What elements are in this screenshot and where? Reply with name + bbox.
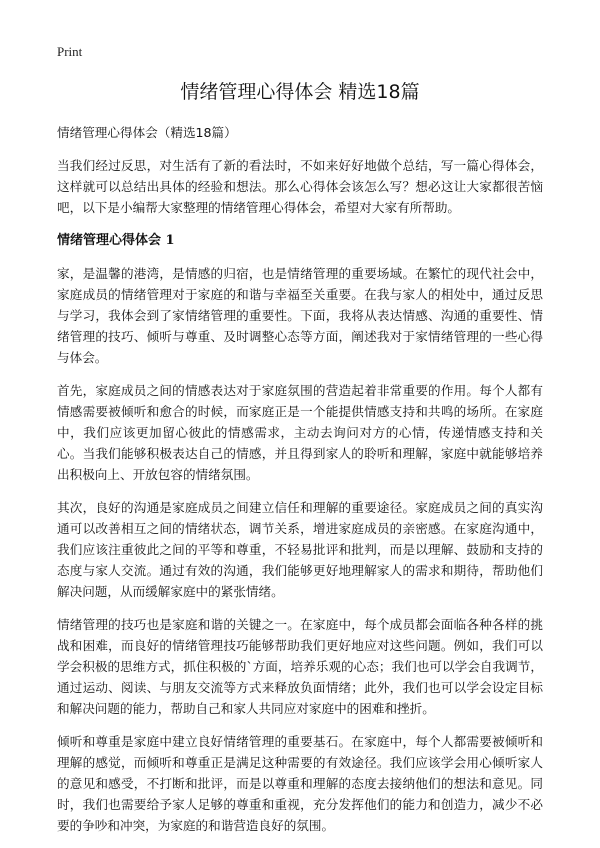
body-paragraph-4: 情绪管理的技巧也是家庭和谐的关键之一。在家庭中，每个成员都会面临各种各样的挑战和困难，而良好的情绪管理技巧能够帮助我们更好地应对这些问题。例如，我们可以学会积极的思维方式，抓住积极的`方面，培养乐观的心态；我们也可以学会自我调节，通过运动、阅读、与朋友交流等方式来释放负面情绪；此外，我们也可以学会设定目标和解决问题的能力，帮助自己和家人共同应对家庭中的困难和挫折。 (57, 617, 543, 716)
section-heading: 情绪管理心得体会 1 (57, 233, 175, 248)
body-paragraph-5: 倾听和尊重是家庭中建立良好情绪管理的重要基石。在家庭中，每个人都需要被倾听和理解的感觉，而倾听和尊重正是满足这种需要的有效途径。我们应该学会用心倾听家人的意见和感受，不打断和批评，而是以尊重和理解的态度去接纳他们的想法和意见。同时，我们也需要给予家人足够的尊重和重视，充分发挥他们的能力和创造力，减少不必要的争吵和冲突，为家庭的和谐营造良好的氛围。 (57, 734, 543, 833)
body-paragraph-3: 其次，良好的沟通是家庭成员之间建立信任和理解的重要途径。家庭成员之间的真实沟通可以改善相互之间的情绪状态，调节关系，增进家庭成员的亲密感。在家庭沟通中，我们应该注重彼此之间的平等和尊重，不轻易批评和批判，而是以理解、鼓励和支持的态度与家人交流。通过有效的沟通，我们能够更好地理解家人的需求和期待，帮助他们解决问题，从而缓解家庭中的紧张情绪。 (57, 500, 543, 599)
document-subtitle: 情绪管理心得体会（精选18篇） (57, 125, 237, 140)
page-title: 情绪管理心得体会 精选18篇 (180, 81, 420, 103)
intro-paragraph: 当我们经过反思，对生活有了新的看法时，不如来好好地做个总结，写一篇心得体会，这样就可以总结出具体的经验和想法。那么心得体会该怎么写？想必这让大家都很苦恼吧，以下是小编帮大家整理的情绪管理心得体会，希望对大家有所帮助。 (57, 158, 543, 215)
body-paragraph-2: 首先，家庭成员之间的情感表达对于家庭氛围的营造起着非常重要的作用。每个人都有情感需要被倾听和愈合的时候，而家庭正是一个能提供情感支持和共鸣的场所。在家庭中，我们应该更加留心彼此的情感需求，主动去询问对方的心情，传递情感支持和关心。当我们能够积极表达自己的情感，并且得到家人的聆听和理解，家庭中就能够培养出积极向上、开放包容的情绪氛围。 (57, 383, 543, 482)
body-paragraph-1: 家，是温馨的港湾，是情感的归宿，也是情绪管理的重要场域。在繁忙的现代社会中，家庭成员的情绪管理对于家庭的和谐与幸福至关重要。在我与家人的相处中，通过反思与学习，我体会到了家情绪管理的重要性。下面，我将从表达情感、沟通的重要性、情绪管理的技巧、倾听与尊重、及时调整心态等方面，阐述我对于家情绪管理的一些心得与体会。 (57, 266, 543, 365)
print-link[interactable]: Print (57, 44, 83, 59)
document-body (57, 122, 543, 848)
